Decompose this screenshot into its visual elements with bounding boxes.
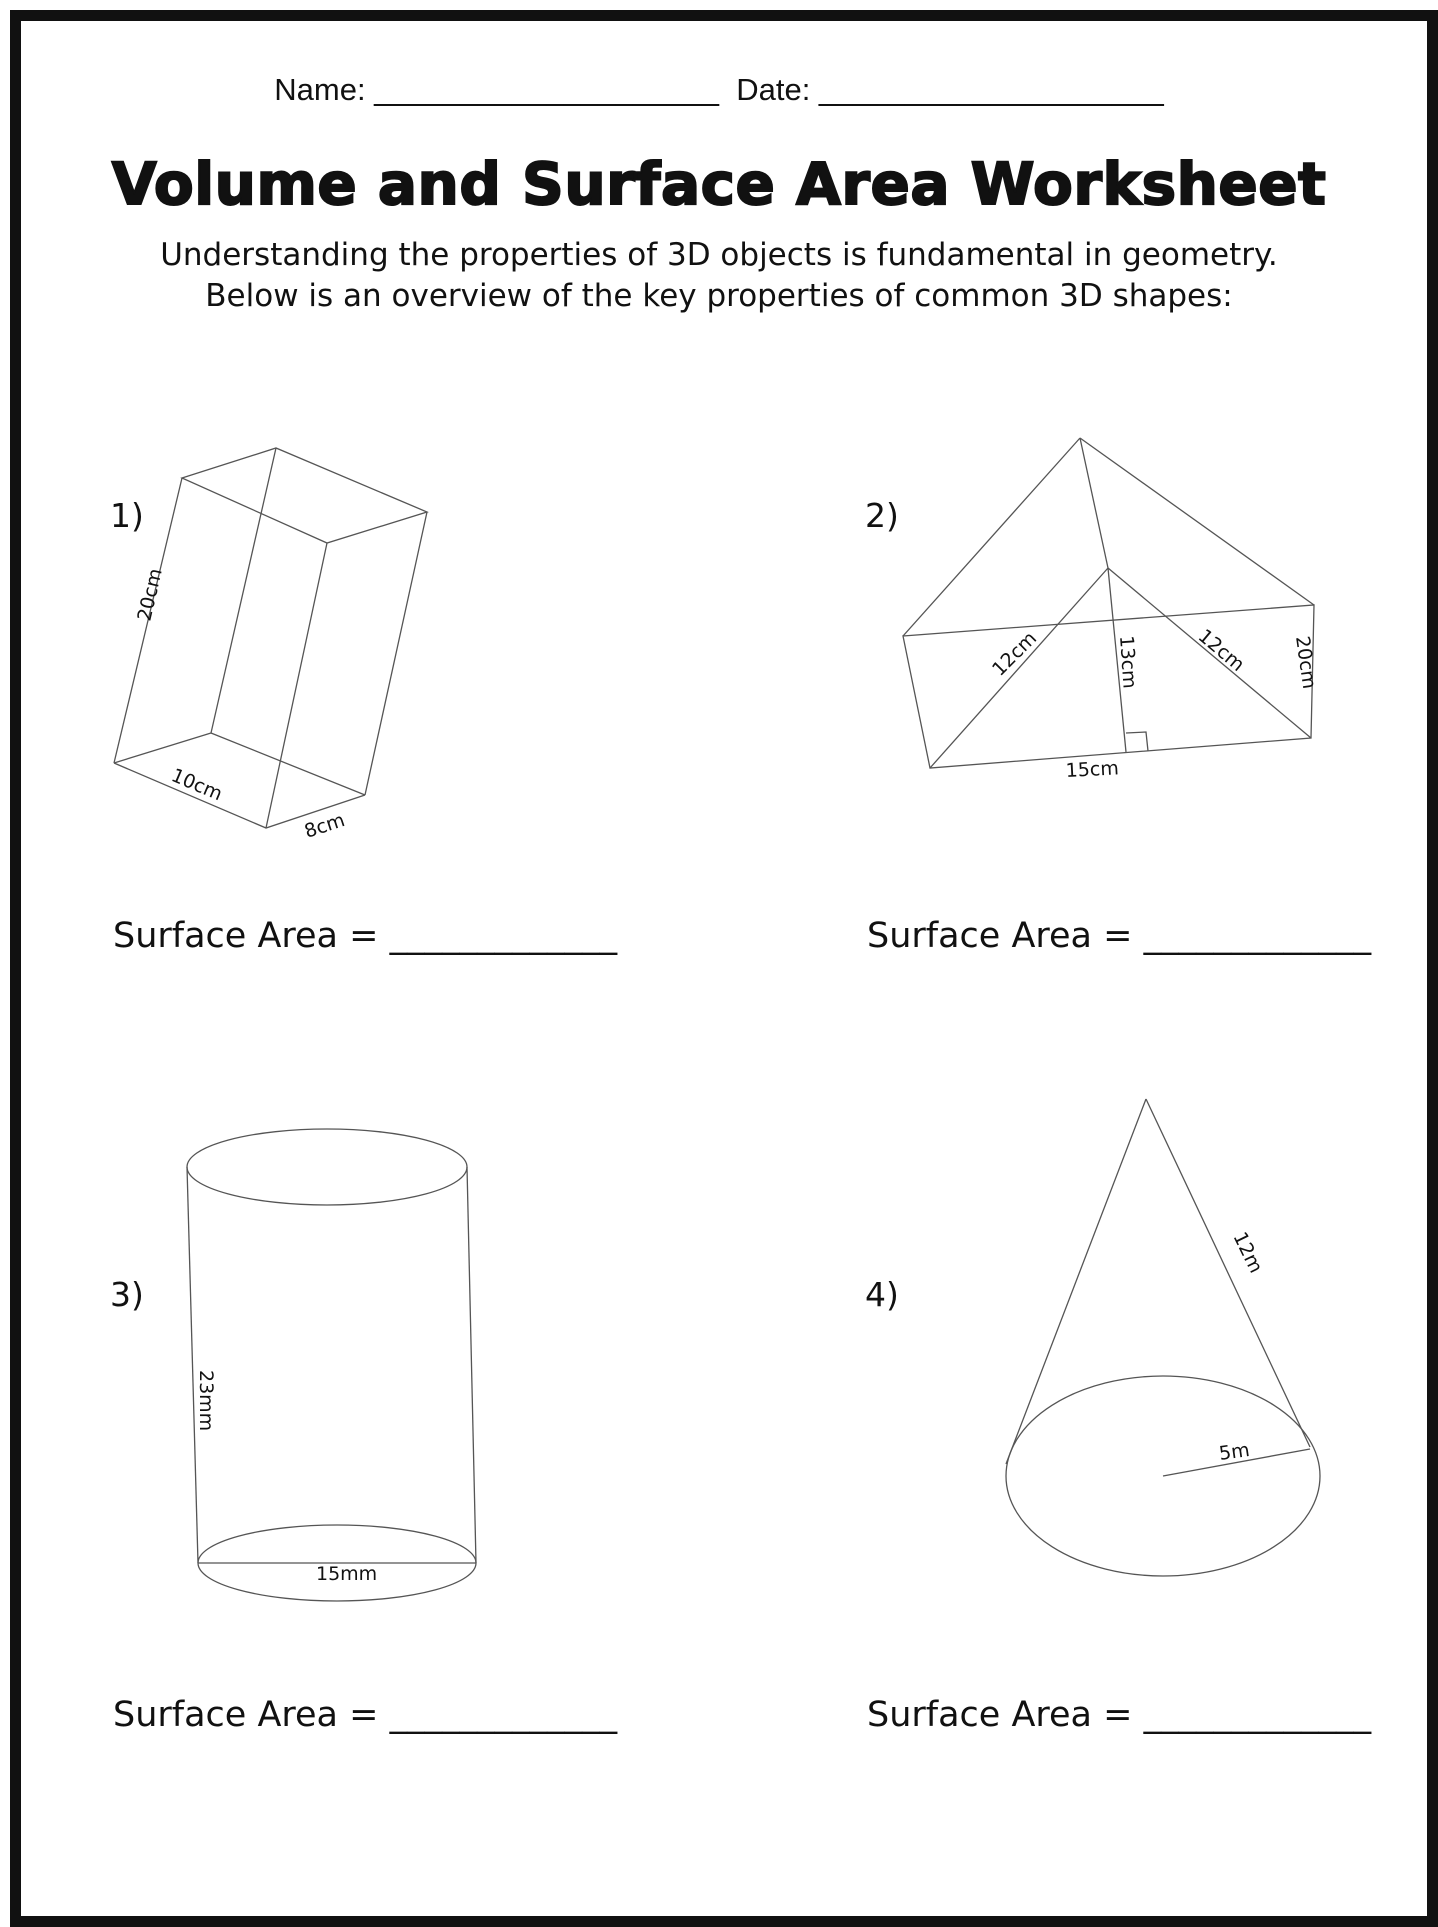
- cone-slant-left: [1006, 1099, 1146, 1464]
- right-angle-marker: [1126, 732, 1148, 751]
- tri-prism-side-label-left: 12cm: [987, 627, 1042, 681]
- intro-line-2: Below is an overview of the key properties of common 3D shapes:: [205, 278, 1233, 314]
- date-field[interactable]: Date: ____________________: [736, 72, 1164, 107]
- problem-2-answer-line[interactable]: Surface Area = _____________: [867, 916, 1372, 956]
- cone-slant-label: 12m: [1228, 1228, 1267, 1277]
- cylinder-figure: [187, 1129, 476, 1601]
- intro-line-1: Understanding the properties of 3D objects is fundamental in geometry.: [160, 237, 1278, 273]
- problem-1-number: 1): [110, 496, 144, 535]
- name-field[interactable]: Name: ____________________: [274, 72, 719, 107]
- prism-hidden-edge: [114, 733, 211, 763]
- prism-edge: [365, 512, 427, 795]
- prism-top-face: [182, 448, 427, 543]
- page-title: Volume and Surface Area Worksheet: [111, 150, 1327, 218]
- tri-prism-front-side: [930, 568, 1108, 768]
- triangular-prism-figure: [903, 438, 1320, 782]
- tri-prism-rect-face: [903, 605, 1314, 768]
- prism-width-label: 8cm: [301, 809, 348, 843]
- prism-hidden-edge: [211, 733, 365, 795]
- problem-1-answer-line[interactable]: Surface Area = _____________: [113, 916, 618, 956]
- tri-prism-edge: [903, 438, 1080, 636]
- cylinder-side-left: [187, 1167, 198, 1563]
- tri-prism-side-label-right: 12cm: [1193, 624, 1249, 676]
- cone-figure: [1006, 1099, 1320, 1576]
- tri-prism-height-label: 13cm: [1115, 634, 1141, 690]
- prism-height-label: 20cm: [133, 566, 167, 624]
- problem-3-answer-line[interactable]: Surface Area = _____________: [113, 1695, 618, 1735]
- cylinder-side-right: [467, 1167, 476, 1563]
- cylinder-top-ellipse: [187, 1129, 467, 1205]
- tri-prism-edge: [1080, 438, 1108, 568]
- problem-2-number: 2): [865, 496, 899, 535]
- cone-radius-label: 5m: [1217, 1438, 1252, 1465]
- problem-3-number: 3): [110, 1275, 144, 1314]
- cylinder-diameter-label: 15mm: [316, 1563, 378, 1585]
- tri-prism-base-label: 15cm: [1065, 757, 1120, 782]
- problem-4-answer-line[interactable]: Surface Area = _____________: [867, 1695, 1372, 1735]
- cylinder-height-label: 23mm: [195, 1370, 217, 1432]
- tri-prism-edge: [1080, 438, 1314, 605]
- cone-slant-right: [1146, 1099, 1310, 1447]
- rectangular-prism-figure: [114, 448, 427, 843]
- prism-edge: [266, 543, 327, 828]
- prism-hidden-edge: [211, 448, 276, 733]
- problem-4-number: 4): [865, 1275, 899, 1314]
- tri-prism-length-label: 20cm: [1291, 634, 1321, 691]
- prism-length-label: 10cm: [168, 764, 226, 806]
